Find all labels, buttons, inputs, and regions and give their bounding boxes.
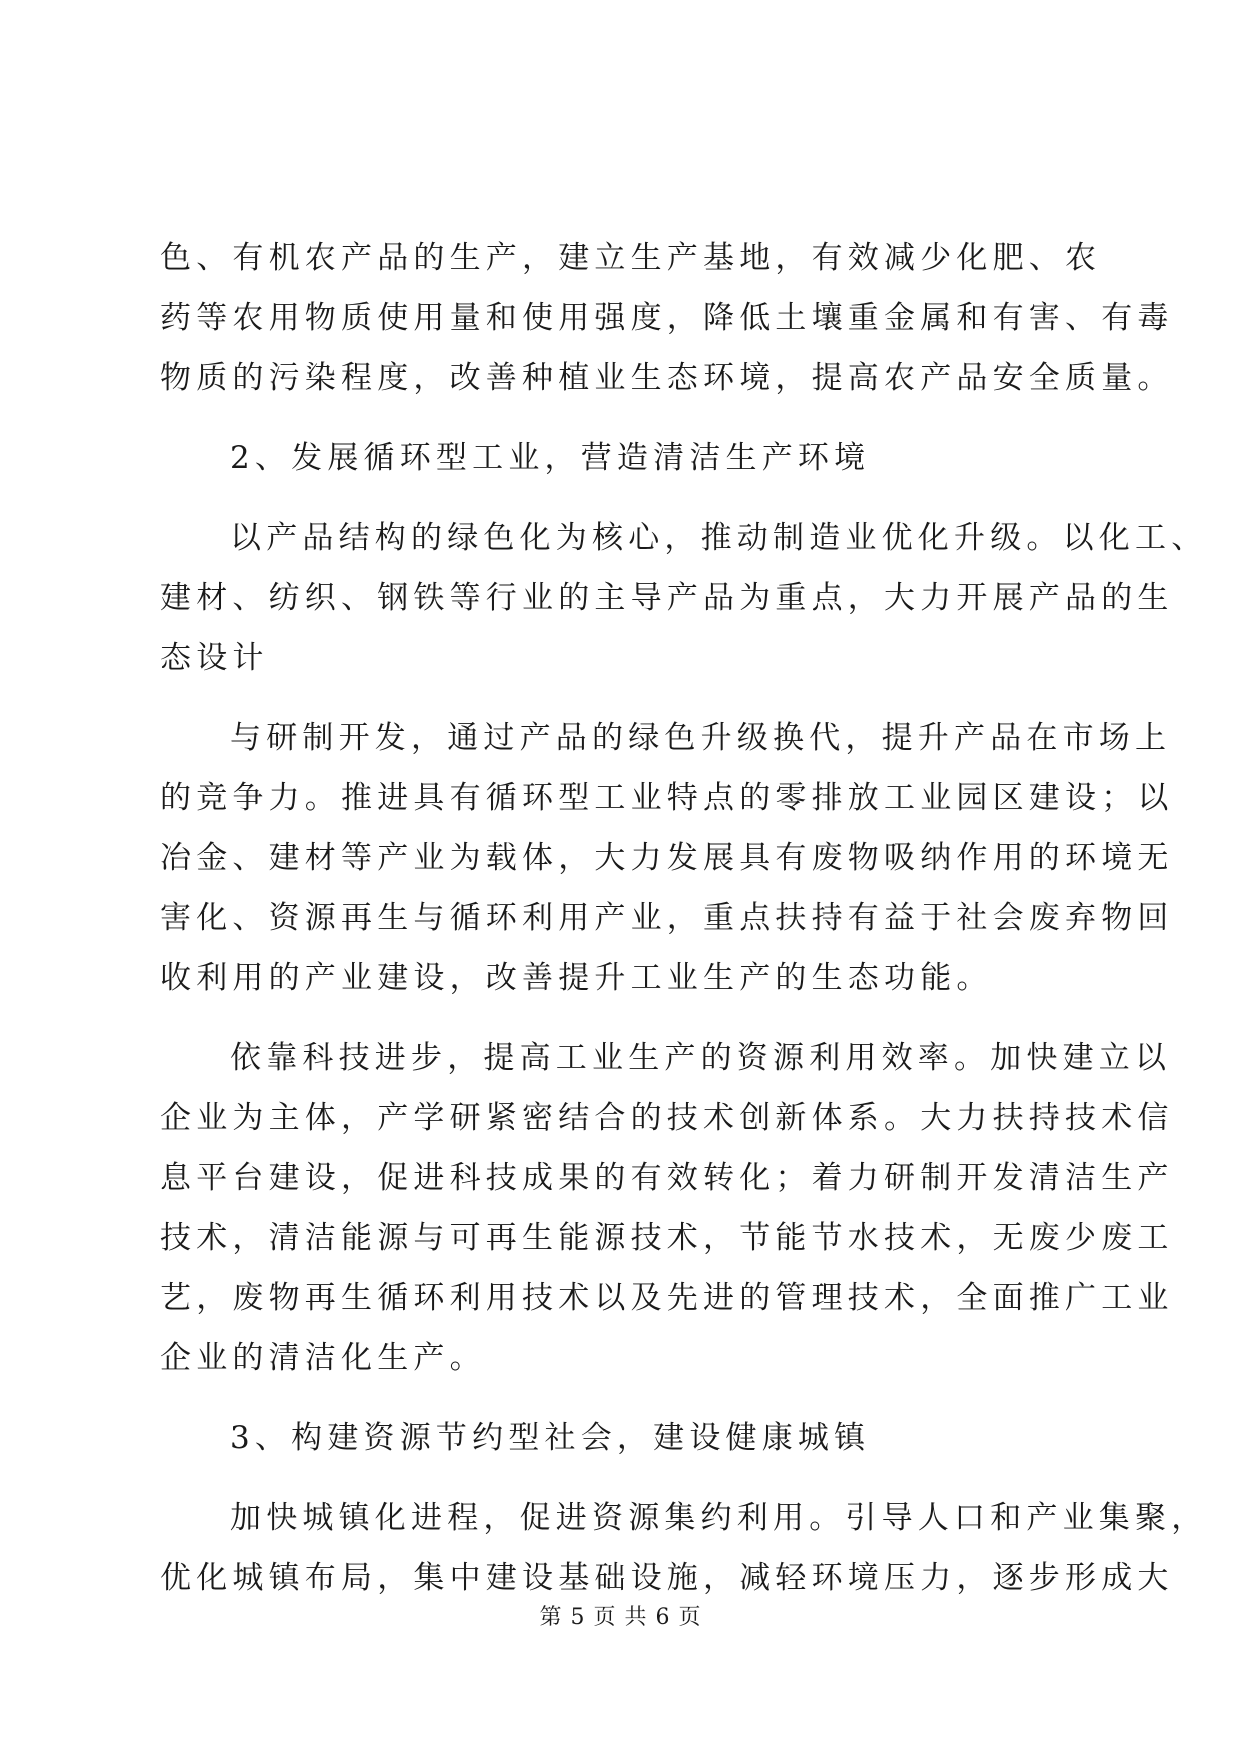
text-line: 冶金、建材等产业为载体，大力发展具有废物吸纳作用的环境无 <box>160 840 1174 876</box>
text-line: 3、构建资源节约型社会，建设健康城镇 <box>230 1420 871 1456</box>
text-line: 优化城镇布局，集中建设基础设施，减轻环境压力，逐步形成大 <box>160 1560 1174 1596</box>
section-heading <box>160 1408 1076 1468</box>
text-line: 的竞争力。推进具有循环型工业特点的零排放工业园区建设；以 <box>160 780 1174 816</box>
paragraph <box>160 1488 1208 1608</box>
text-line: 收利用的产业建设，改善提升工业生产的生态功能。 <box>160 960 993 996</box>
paragraph <box>160 508 1208 688</box>
text-line: 态设计 <box>160 640 269 676</box>
text-line: 息平台建设，促进科技成果的有效转化；着力研制开发清洁生产 <box>160 1160 1174 1196</box>
text-line: 依靠科技进步，提高工业生产的资源利用效率。加快建立以 <box>230 1040 1172 1076</box>
document-body <box>160 228 1208 1608</box>
text-line: 加快城镇化进程，促进资源集约利用。引导人口和产业集聚， <box>230 1500 1208 1536</box>
paragraph <box>160 228 1174 408</box>
text-line: 与研制开发，通过产品的绿色升级换代，提升产品在市场上 <box>230 720 1172 756</box>
text-line: 企业为主体，产学研紧密结合的技术创新体系。大力扶持技术信 <box>160 1100 1174 1136</box>
text-line: 色、有机农产品的生产，建立生产基地，有效减少化肥、农 <box>160 240 1102 276</box>
text-line: 技术，清洁能源与可再生能源技术，节能节水技术，无废少废工 <box>160 1220 1174 1256</box>
section-heading <box>160 428 1076 488</box>
text-line: 以产品结构的绿色化为核心，推动制造业优化升级。以化工、 <box>230 520 1208 556</box>
text-line: 药等农用物质使用量和使用强度，降低土壤重金属和有害、有毒 <box>160 300 1174 336</box>
text-line: 艺，废物再生循环利用技术以及先进的管理技术，全面推广工业 <box>160 1280 1174 1316</box>
page-number-footer: 第 5 页 共 6 页 <box>539 1605 702 1630</box>
paragraph <box>160 708 1174 1008</box>
text-line: 企业的清洁化生产。 <box>160 1340 486 1376</box>
text-line: 物质的污染程度，改善种植业生态环境，提高农产品安全质量。 <box>160 360 1174 396</box>
text-line: 2、发展循环型工业，营造清洁生产环境 <box>230 440 871 476</box>
text-line: 建材、纺织、钢铁等行业的主导产品为重点，大力开展产品的生 <box>160 580 1174 616</box>
text-line: 害化、资源再生与循环利用产业，重点扶持有益于社会废弃物回 <box>160 900 1174 936</box>
paragraph <box>160 1028 1174 1388</box>
